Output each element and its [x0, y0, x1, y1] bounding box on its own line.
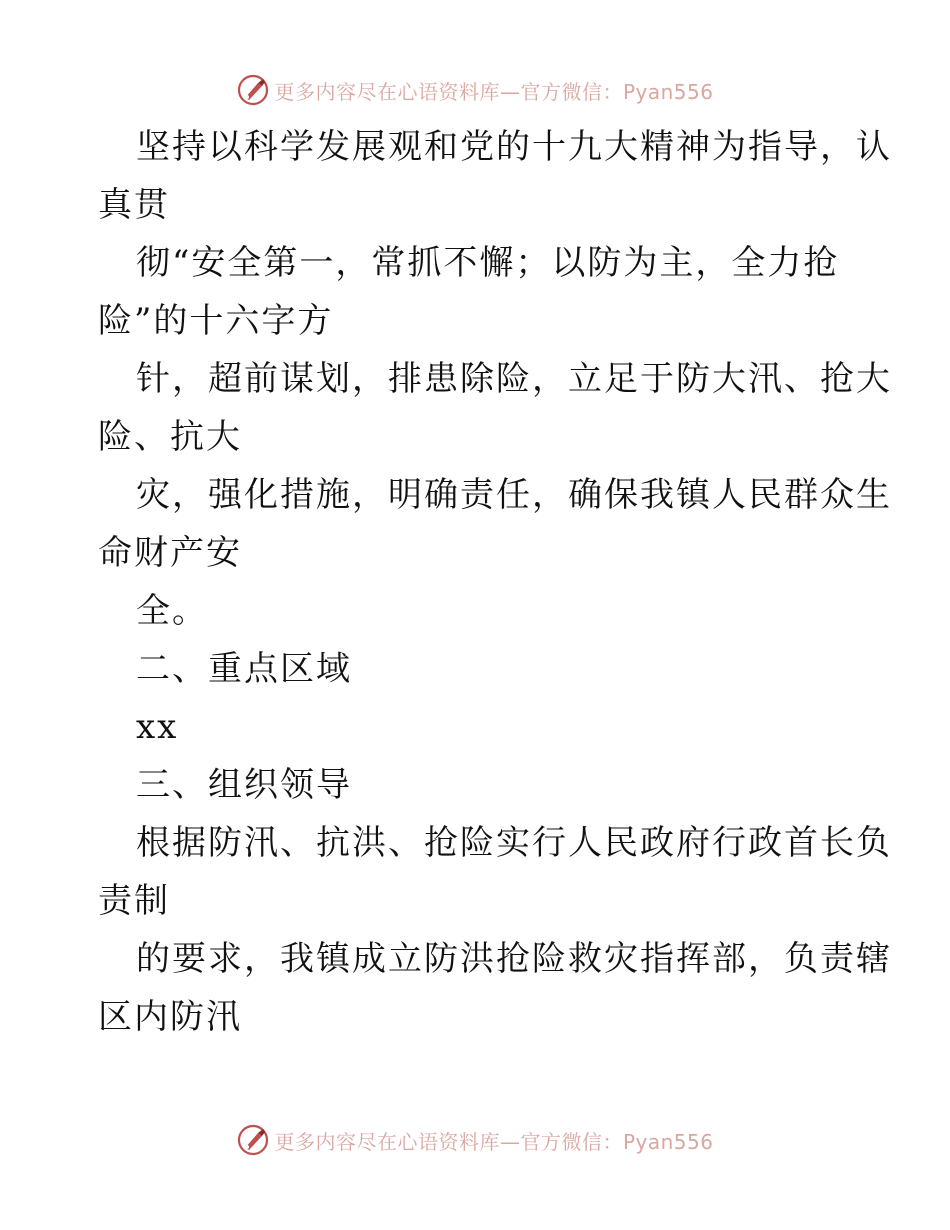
watermark-text: 更多内容尽在心语资料库—官方微信：Pyan556 — [274, 79, 714, 104]
pen-logo-icon — [236, 1123, 270, 1157]
text-line: 根据防汛、抗洪、抢险实行人民政府行政首长负 — [136, 823, 892, 863]
text-line: 全。 — [136, 591, 208, 631]
watermark-text: 更多内容尽在心语资料库—官方微信：Pyan556 — [274, 1129, 714, 1154]
text-line: 彻“安全第一，常抓不懈；以防为主，全力抢 — [136, 243, 840, 283]
pen-logo-icon — [236, 73, 270, 107]
text-line: 区内防汛 — [98, 997, 242, 1037]
section-heading: 三、组织领导 — [136, 765, 352, 805]
text-line: 责制 — [98, 881, 170, 921]
text-line: 命财产安 — [98, 533, 242, 573]
text-line: 真贯 — [98, 185, 170, 225]
text-line: 针，超前谋划，排患除险，立足于防大汛、抢大 — [136, 359, 892, 399]
header-watermark — [0, 70, 950, 110]
text-line: 的要求，我镇成立防洪抢险救灾指挥部，负责辖 — [136, 939, 892, 979]
text-line: 险、抗大 — [98, 417, 242, 457]
text-line: 险”的十六字方 — [98, 301, 334, 341]
text-line: 坚持以科学发展观和党的十九大精神为指导，认 — [136, 127, 892, 167]
section-heading: 二、重点区域 — [136, 649, 352, 689]
text-line: xx — [136, 707, 179, 747]
footer-watermark — [0, 1120, 950, 1160]
text-line: 灾，强化措施，明确责任，确保我镇人民群众生 — [136, 475, 892, 515]
document-body — [98, 118, 892, 1046]
